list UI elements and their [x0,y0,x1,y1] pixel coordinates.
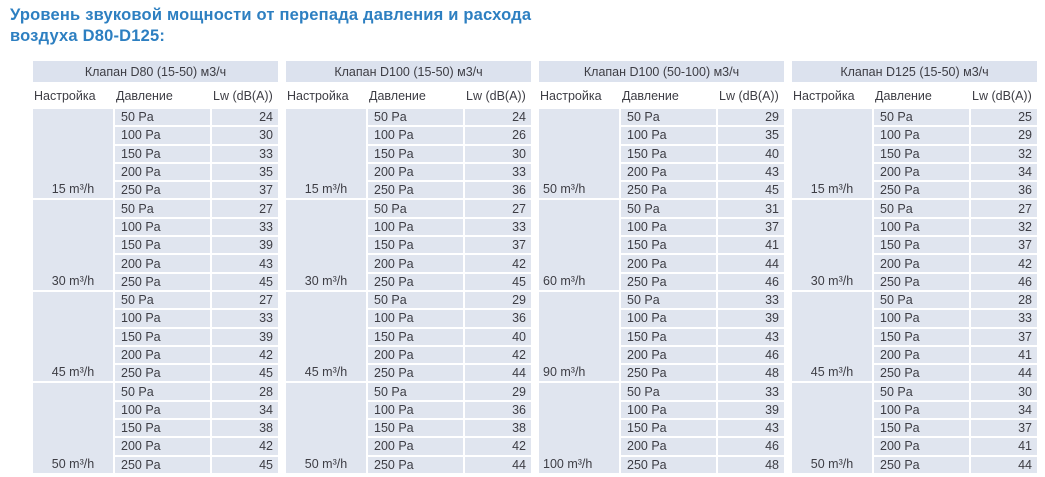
column-header-2: Lw (dB(A)) [971,84,1037,107]
pressure-cell: 250 Pa [874,457,969,473]
pressure-cell: 50 Pa [874,109,969,125]
column-header-0: Настройка [286,84,366,107]
lw-value-cell: 34 [212,402,278,418]
pressure-cell: 250 Pa [368,457,463,473]
lw-value-cell: 25 [971,109,1037,125]
page-title [0,0,1045,47]
table-grid [286,61,531,473]
lw-value-cell: 27 [212,200,278,216]
table-grid [539,61,784,473]
pressure-cell: 50 Pa [621,292,716,308]
valve-table-d80-15-50 [33,61,278,473]
lw-value-cell: 34 [971,164,1037,180]
lw-value-cell: 45 [212,365,278,381]
flow-setting-cell: 30 m³/h [33,200,113,289]
pressure-cell: 100 Pa [621,402,716,418]
pressure-cell: 250 Pa [115,274,210,290]
lw-value-cell: 36 [465,310,531,326]
pressure-cell: 100 Pa [874,127,969,143]
flow-setting-cell: 30 m³/h [286,200,366,289]
column-header-2: Lw (dB(A)) [718,84,784,107]
pressure-cell: 250 Pa [874,274,969,290]
pressure-cell: 150 Pa [368,146,463,162]
lw-value-cell: 45 [212,457,278,473]
page-title-line-1: Уровень звуковой мощности от перепада давления и расхода [10,6,532,24]
lw-value-cell: 37 [718,219,784,235]
column-header-1: Давление [874,84,969,107]
flow-setting-cell: 30 m³/h [792,200,872,289]
pressure-cell: 150 Pa [368,420,463,436]
table-title: Клапан D100 (15-50) м3/ч [286,61,531,82]
lw-value-cell: 37 [971,329,1037,345]
flow-setting-cell: 50 m³/h [33,383,113,472]
pressure-cell: 50 Pa [621,383,716,399]
pressure-cell: 50 Pa [368,292,463,308]
lw-value-cell: 34 [971,402,1037,418]
pressure-cell: 100 Pa [115,310,210,326]
lw-value-cell: 42 [465,438,531,454]
lw-value-cell: 43 [718,329,784,345]
pressure-cell: 250 Pa [115,182,210,198]
tables-container [0,47,1045,473]
column-header-0: Настройка [792,84,872,107]
lw-value-cell: 27 [971,200,1037,216]
page-title-line-2: воздуха D80-D125: [10,27,166,45]
pressure-cell: 50 Pa [368,109,463,125]
pressure-cell: 100 Pa [368,402,463,418]
lw-value-cell: 35 [718,127,784,143]
pressure-cell: 100 Pa [621,219,716,235]
lw-value-cell: 37 [971,420,1037,436]
pressure-cell: 150 Pa [621,420,716,436]
pressure-cell: 100 Pa [874,402,969,418]
pressure-cell: 150 Pa [874,146,969,162]
lw-value-cell: 26 [465,127,531,143]
lw-value-cell: 36 [971,182,1037,198]
lw-value-cell: 33 [718,292,784,308]
flow-setting-cell: 45 m³/h [792,292,872,381]
pressure-cell: 150 Pa [115,420,210,436]
lw-value-cell: 46 [718,274,784,290]
pressure-cell: 100 Pa [368,219,463,235]
lw-value-cell: 40 [718,146,784,162]
table-grid [33,61,278,473]
lw-value-cell: 46 [718,438,784,454]
flow-setting-cell: 50 m³/h [286,383,366,472]
lw-value-cell: 30 [971,383,1037,399]
lw-value-cell: 39 [212,237,278,253]
pressure-cell: 50 Pa [115,292,210,308]
pressure-cell: 200 Pa [368,164,463,180]
flow-setting-cell: 60 m³/h [539,200,619,289]
table-title: Клапан D80 (15-50) м3/ч [33,61,278,82]
lw-value-cell: 29 [971,127,1037,143]
lw-value-cell: 38 [465,420,531,436]
pressure-cell: 250 Pa [368,182,463,198]
column-header-0: Настройка [33,84,113,107]
lw-value-cell: 48 [718,457,784,473]
lw-value-cell: 42 [971,255,1037,271]
pressure-cell: 150 Pa [874,237,969,253]
lw-value-cell: 43 [212,255,278,271]
pressure-cell: 50 Pa [621,200,716,216]
flow-setting-cell: 50 m³/h [792,383,872,472]
lw-value-cell: 42 [465,255,531,271]
lw-value-cell: 37 [212,182,278,198]
pressure-cell: 50 Pa [368,383,463,399]
lw-value-cell: 41 [971,438,1037,454]
column-header-0: Настройка [539,84,619,107]
pressure-cell: 50 Pa [621,109,716,125]
pressure-cell: 50 Pa [115,383,210,399]
pressure-cell: 150 Pa [621,329,716,345]
valve-table-d125-15-50 [792,61,1037,473]
pressure-cell: 200 Pa [115,255,210,271]
lw-value-cell: 43 [718,164,784,180]
lw-value-cell: 39 [718,402,784,418]
lw-value-cell: 42 [465,347,531,363]
pressure-cell: 200 Pa [874,164,969,180]
flow-setting-cell: 15 m³/h [792,109,872,198]
lw-value-cell: 33 [971,310,1037,326]
pressure-cell: 100 Pa [621,310,716,326]
pressure-cell: 50 Pa [115,200,210,216]
pressure-cell: 150 Pa [115,237,210,253]
pressure-cell: 200 Pa [115,347,210,363]
lw-value-cell: 37 [465,237,531,253]
lw-value-cell: 39 [718,310,784,326]
lw-value-cell: 46 [718,347,784,363]
pressure-cell: 200 Pa [621,164,716,180]
table-grid [792,61,1037,473]
lw-value-cell: 45 [212,274,278,290]
lw-value-cell: 33 [718,383,784,399]
pressure-cell: 250 Pa [621,457,716,473]
pressure-cell: 150 Pa [874,329,969,345]
lw-value-cell: 39 [212,329,278,345]
pressure-cell: 200 Pa [368,255,463,271]
column-header-1: Давление [368,84,463,107]
pressure-cell: 200 Pa [874,255,969,271]
column-header-1: Давление [115,84,210,107]
pressure-cell: 200 Pa [874,438,969,454]
column-header-1: Давление [621,84,716,107]
pressure-cell: 250 Pa [368,274,463,290]
lw-value-cell: 27 [212,292,278,308]
pressure-cell: 50 Pa [874,200,969,216]
lw-value-cell: 44 [465,365,531,381]
pressure-cell: 200 Pa [621,438,716,454]
lw-value-cell: 44 [971,365,1037,381]
pressure-cell: 200 Pa [368,438,463,454]
pressure-cell: 250 Pa [874,365,969,381]
pressure-cell: 50 Pa [368,200,463,216]
flow-setting-cell: 45 m³/h [286,292,366,381]
lw-value-cell: 36 [465,402,531,418]
column-header-2: Lw (dB(A)) [465,84,531,107]
pressure-cell: 150 Pa [621,146,716,162]
flow-setting-cell: 90 m³/h [539,292,619,381]
lw-value-cell: 29 [465,292,531,308]
lw-value-cell: 33 [212,146,278,162]
pressure-cell: 250 Pa [368,365,463,381]
pressure-cell: 100 Pa [368,310,463,326]
lw-value-cell: 27 [465,200,531,216]
pressure-cell: 150 Pa [368,329,463,345]
lw-value-cell: 33 [212,219,278,235]
lw-value-cell: 40 [465,329,531,345]
pressure-cell: 150 Pa [368,237,463,253]
pressure-cell: 200 Pa [115,438,210,454]
lw-value-cell: 45 [718,182,784,198]
pressure-cell: 50 Pa [874,292,969,308]
column-header-2: Lw (dB(A)) [212,84,278,107]
flow-setting-cell: 15 m³/h [33,109,113,198]
pressure-cell: 250 Pa [621,182,716,198]
pressure-cell: 250 Pa [115,365,210,381]
lw-value-cell: 29 [465,383,531,399]
pressure-cell: 250 Pa [115,457,210,473]
lw-value-cell: 32 [971,146,1037,162]
pressure-cell: 50 Pa [115,109,210,125]
lw-value-cell: 30 [465,146,531,162]
pressure-cell: 100 Pa [115,402,210,418]
lw-value-cell: 29 [718,109,784,125]
pressure-cell: 100 Pa [115,127,210,143]
lw-value-cell: 30 [212,127,278,143]
pressure-cell: 100 Pa [874,310,969,326]
lw-value-cell: 46 [971,274,1037,290]
pressure-cell: 200 Pa [874,347,969,363]
table-title: Клапан D125 (15-50) м3/ч [792,61,1037,82]
pressure-cell: 50 Pa [874,383,969,399]
lw-value-cell: 31 [718,200,784,216]
lw-value-cell: 28 [212,383,278,399]
lw-value-cell: 38 [212,420,278,436]
lw-value-cell: 42 [212,438,278,454]
lw-value-cell: 32 [971,219,1037,235]
lw-value-cell: 41 [718,237,784,253]
pressure-cell: 150 Pa [115,329,210,345]
pressure-cell: 100 Pa [621,127,716,143]
valve-table-d100-50-100 [539,61,784,473]
flow-setting-cell: 45 m³/h [33,292,113,381]
flow-setting-cell: 50 m³/h [539,109,619,198]
lw-value-cell: 44 [971,457,1037,473]
pressure-cell: 250 Pa [874,182,969,198]
lw-value-cell: 24 [212,109,278,125]
pressure-cell: 150 Pa [874,420,969,436]
lw-value-cell: 44 [718,255,784,271]
table-title: Клапан D100 (50-100) м3/ч [539,61,784,82]
pressure-cell: 200 Pa [368,347,463,363]
lw-value-cell: 45 [465,274,531,290]
pressure-cell: 250 Pa [621,365,716,381]
valve-table-d100-15-50 [286,61,531,473]
pressure-cell: 200 Pa [621,255,716,271]
lw-value-cell: 48 [718,365,784,381]
pressure-cell: 200 Pa [621,347,716,363]
lw-value-cell: 33 [212,310,278,326]
lw-value-cell: 33 [465,164,531,180]
pressure-cell: 100 Pa [368,127,463,143]
pressure-cell: 100 Pa [874,219,969,235]
lw-value-cell: 41 [971,347,1037,363]
lw-value-cell: 24 [465,109,531,125]
pressure-cell: 250 Pa [621,274,716,290]
lw-value-cell: 43 [718,420,784,436]
flow-setting-cell: 100 m³/h [539,383,619,472]
lw-value-cell: 37 [971,237,1037,253]
lw-value-cell: 35 [212,164,278,180]
lw-value-cell: 44 [465,457,531,473]
lw-value-cell: 33 [465,219,531,235]
pressure-cell: 200 Pa [115,164,210,180]
pressure-cell: 150 Pa [115,146,210,162]
lw-value-cell: 42 [212,347,278,363]
lw-value-cell: 28 [971,292,1037,308]
flow-setting-cell: 15 m³/h [286,109,366,198]
pressure-cell: 150 Pa [621,237,716,253]
pressure-cell: 100 Pa [115,219,210,235]
lw-value-cell: 36 [465,182,531,198]
